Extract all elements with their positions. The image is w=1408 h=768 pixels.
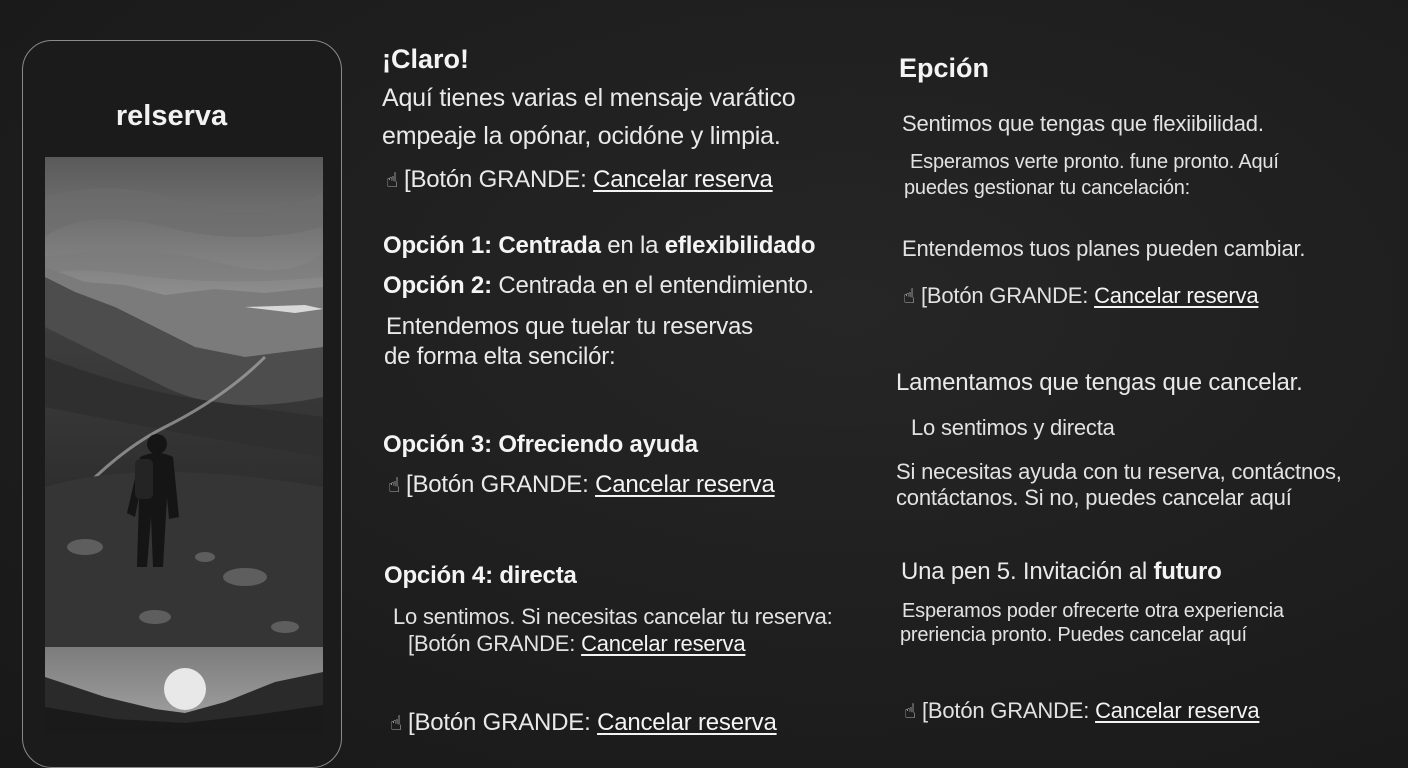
col2-line-4: Entendemos tuos planes pueden cambiar.	[902, 236, 1306, 261]
lament-sub: Lo sentimos y directa	[911, 415, 1115, 440]
cancel-reservation-link[interactable]: Cancelar reserva	[597, 709, 777, 736]
option-2-text-line-1: Entendemos que tuelar tu reservas	[386, 313, 753, 340]
lament-heading: Lamentamos que tengas que cancelar.	[896, 369, 1303, 396]
button-prefix: [Botón GRANDE:	[407, 709, 591, 736]
intro-line-2: empeaje la opónar, ocidóne y limpia.	[382, 122, 781, 150]
help-line-2: contáctanos. Si no, puedes cancelar aquí	[896, 485, 1292, 510]
column-2-heading: Epción	[899, 53, 990, 83]
cancel-button-row-1	[386, 166, 773, 194]
col2-line-3: puedes gestionar tu cancelación:	[904, 177, 1191, 199]
cancel-reservation-link[interactable]: Cancelar reserva	[581, 631, 746, 656]
pointing-hand-icon: ☝	[386, 170, 398, 192]
button-prefix: [Botón GRANDE:	[920, 283, 1089, 308]
option-4-heading: Opción 4: directa	[384, 562, 577, 589]
phone-title: relserva	[115, 100, 228, 132]
sunset-photo	[45, 647, 323, 733]
col2-line-2: Esperamos verte pronto. fune pronto. Aquí	[910, 151, 1279, 173]
pointing-hand-icon: ☝	[903, 286, 915, 308]
pointing-hand-icon: ☝	[388, 475, 400, 497]
future-line-2: preriencia pronto. Puedes cancelar aquí	[900, 624, 1247, 646]
option-5-heading: Una pen 5. Invitación al futuro	[901, 558, 1222, 585]
future-line-1: Esperamos poder ofrecerte otra experiencia	[902, 600, 1284, 622]
intro-line-1: Aquí tienes varias el mensaje varático	[382, 84, 796, 112]
button-prefix: [Botón GRANDE:	[403, 166, 587, 193]
greeting: ¡Claro!	[382, 44, 469, 74]
help-line-1: Si necesitas ayuda con tu reserva, contáctnos,	[896, 459, 1342, 484]
button-prefix: [Botón GRANDE:	[405, 471, 589, 498]
option-3-heading: Opción 3: Ofreciendo ayuda	[383, 431, 698, 458]
landscape-photo	[45, 157, 323, 647]
cancel-reservation-link[interactable]: Cancelar reserva	[1094, 283, 1259, 308]
option-2-heading: Opción 2: Centrada en el entendimiento.	[383, 272, 815, 299]
cancel-button-row-3	[408, 631, 745, 657]
option-1-heading: Opción 1: Centrada en la eflexibilidado	[383, 232, 816, 259]
cancel-reservation-link[interactable]: Cancelar reserva	[1095, 698, 1260, 723]
pointing-hand-icon: ☝	[390, 713, 402, 735]
col2-line-1: Sentimos que tengas que flexiibilidad.	[902, 111, 1264, 136]
cancel-button-row-5	[903, 283, 1258, 309]
cancel-button-row-6	[904, 698, 1259, 724]
button-prefix: [Botón GRANDE:	[921, 698, 1090, 723]
pointing-hand-icon: ☝	[904, 701, 916, 723]
option-4-text: Lo sentimos. Si necesitas cancelar tu reserva:	[393, 604, 833, 629]
cancel-button-row-4	[390, 709, 777, 737]
cancel-button-row-2	[388, 471, 775, 499]
option-2-text-line-2: de forma elta sencilór:	[384, 343, 616, 370]
cancel-reservation-link[interactable]: Cancelar reserva	[595, 471, 775, 498]
cancel-reservation-link[interactable]: Cancelar reserva	[593, 166, 773, 193]
button-prefix: [Botón GRANDE:	[408, 631, 576, 656]
